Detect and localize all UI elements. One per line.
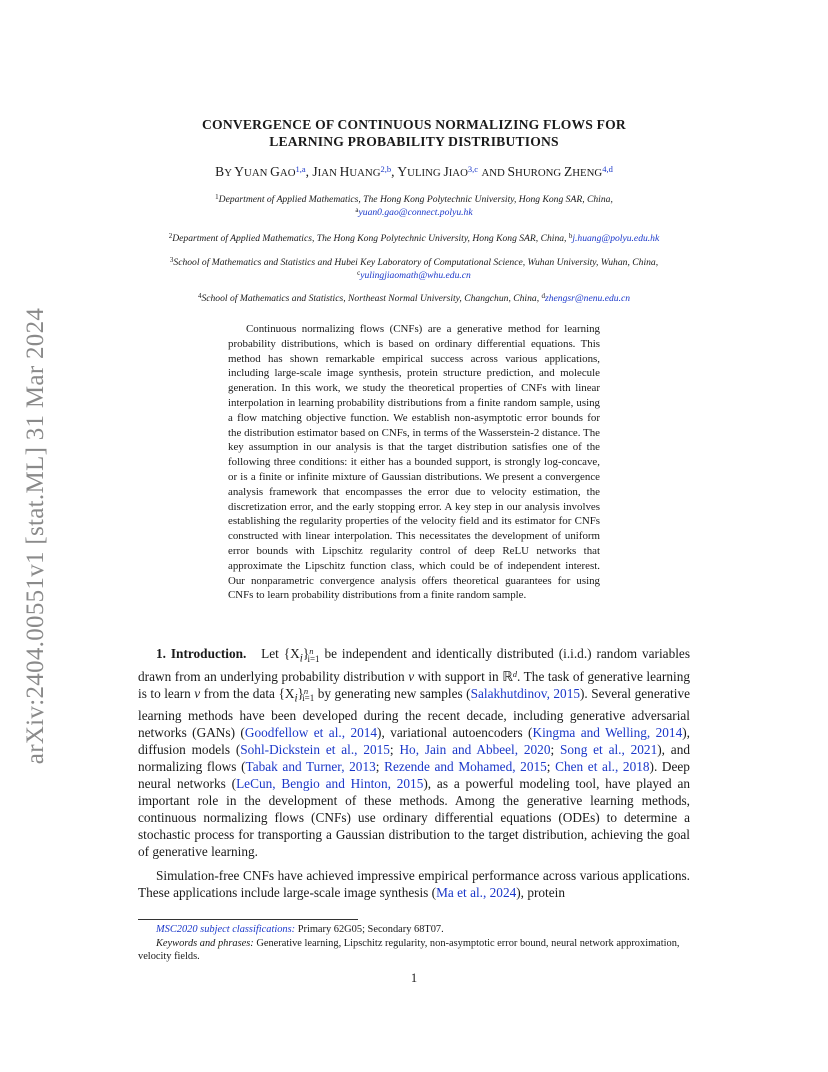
section-heading: 1. Introduction. bbox=[156, 646, 247, 661]
paper-title bbox=[138, 116, 690, 150]
msc-footnote: MSC2020 subject classifications: Primary 62G05; Secondary 68T07. bbox=[156, 924, 444, 935]
arxiv-identifier: arXiv:2404.00551v1 [stat.ML] 31 Mar 2024 bbox=[22, 307, 49, 765]
citation-link[interactable]: Goodfellow et al., 2014 bbox=[244, 725, 378, 741]
affiliation-3: $^3$School of Mathematics and Statistics and Hubei Key Laboratory of Computational Science, Wuhan University, Wuhan, China, $^c$yulingjiaomath@whu.edu.cn bbox=[169, 256, 659, 281]
citation-link[interactable]: Chen et al., 2018 bbox=[555, 759, 650, 775]
affiliation-2: $^2$Department of Applied Mathematics, The Hong Kong Polytechnic University, Hong Kong SAR, China, $^b$j.huang@polyu.edu.hk bbox=[168, 232, 660, 244]
email-link[interactable]: yulingjiaomath@whu.edu.cn bbox=[360, 269, 471, 281]
author-4: SHURONG ZHENG$^{4,d}$ bbox=[507, 164, 613, 179]
email-link[interactable]: yuan0.gao@connect.polyu.hk bbox=[358, 206, 473, 218]
citation-link[interactable]: Song et al., 2021 bbox=[560, 742, 658, 758]
footnotes bbox=[138, 923, 690, 964]
citation-link[interactable]: LeCun, Bengio and Hinton, 2015 bbox=[236, 776, 424, 792]
email-link[interactable]: j.huang@polyu.edu.hk bbox=[572, 233, 660, 244]
author-3: YULING JIAO$^{3,c}$ bbox=[397, 164, 479, 179]
citation-link[interactable]: Tabak and Turner, 2013 bbox=[245, 759, 376, 775]
by-rest: Y bbox=[224, 167, 235, 179]
author-2: JIAN HUANG$^{2,b}$ bbox=[312, 164, 392, 179]
abstract: Continuous normalizing flows (CNFs) are a generative method for learning probability distributions, which is based on ordinary differential equations. This method has shown remarkable empirical success across various applications, including large-scale image synthesis, protein structure prediction, and molecule generation. In this work, we study the theoretical properties of CNFs with linear interpolation in learning probability distributions from a finite random sample, using a flow matching objective function. We establish non-asymptotic error bounds for the distribution estimator based on CNFs, in terms of the Wasserstein-2 distance. The key assumption in our analysis is that the target distribution satisfies one of the following three conditions: it either has a bounded support, is strongly log-concave, or is a finite or infinite mixture of Gaussian distributions. We present a convergence analysis framework that encompasses the error due to velocity estimation, the discretization error, and the early stopping error. A key step in our analysis involves establishing the regularity properties of the velocity field and its estimator for CNFs constructed with linear interpolation. This necessitates the development of uniform error bounds with Lipschitz regularity control of deep ReLU networks that approximate the Lipschitz function class, which could be of independent interest. Our nonparametric convergence analysis offers theoretical guarantees for using CNFs to learn probability distributions from a finite random sample. bbox=[228, 323, 600, 602]
page-number: 1 bbox=[410, 971, 418, 985]
author-4-affiliation-link[interactable]: 4,d bbox=[602, 164, 613, 174]
keywords-footnote: Keywords and phrases: Generative learning, Lipschitz regularity, non-asymptotic error bound, neural network approximation, velocity fields. bbox=[138, 937, 680, 963]
introduction-paragraph: 1. Introduction. Let $\{X_i\}^n_{i=1}$ be independent and identically distributed (i.i.d.) random variables drawn from an underlying probability distribution ν with support in ℝ$^d$. The task of generative learning is to learn ν from the data $\{X_i\}^n_{i=1}$ by generating new samples (Salakhutdinov, 2015). Several generative learning methods have been developed during the recent decade, including generative adversarial networks (GANs) (Goodfellow et al., 2014), variational autoencoders (Kingma and Welling, 2014), diffusion models (Sohl-Dickstein et al., 2015; Ho, Jain and Abbeel, 2020; Song et al., 2021), and normalizing flows (Tabak and Turner, 2013; Rezende and Mohamed, 2015; Chen et al., 2018). Deep neural networks (LeCun, Bengio and Hinton, 2015), as a powerful modeling tool, have played an important role in the development of these methods. Among the generative learning methods, continuous normalizing flows (CNFs) use ordinary differential equations (ODEs) to determine a stochastic process for transporting a Gaussian distribution to the target distribution, achieving the goal of generative learning. bbox=[138, 646, 691, 860]
author-1: YUAN GAO$^{1,a}$ bbox=[234, 164, 306, 179]
affiliation-1: $^1$Department of Applied Mathematics, The Hong Kong Polytechnic University, Hong Kong SAR, China, $^a$yuan0.gao@connect.polyu.hk bbox=[215, 193, 613, 218]
citation-link[interactable]: Salakhutdinov, 2015 bbox=[470, 685, 580, 701]
author-2-affiliation-link[interactable]: 2,b bbox=[380, 164, 392, 174]
citation-link[interactable]: Kingma and Welling, 2014 bbox=[532, 725, 683, 741]
msc-link[interactable]: MSC2020 subject classifications: bbox=[156, 924, 296, 935]
citation-link[interactable]: Ho, Jain and Abbeel, 2020 bbox=[399, 742, 551, 758]
second-paragraph: Simulation-free CNFs have achieved impressive empirical performance across various applications. These applications include large-scale image synthesis (Ma et al., 2024), protein bbox=[138, 868, 690, 900]
footnote-rule bbox=[138, 919, 358, 920]
title-line-1: CONVERGENCE OF CONTINUOUS NORMALIZING FLOWS FOR bbox=[202, 117, 626, 132]
author-1-affiliation-link[interactable]: 1,a bbox=[295, 164, 306, 174]
author-list: BY YUAN GAO$^{1,a}$, JIAN HUANG$^{2,b}$, YULING JIAO$^{3,c}$ AND SHURONG ZHENG$^{4,d}$ bbox=[215, 164, 613, 179]
author-3-affiliation-link[interactable]: 3,c bbox=[467, 164, 479, 174]
title-line-2: LEARNING PROBABILITY DISTRIBUTIONS bbox=[269, 134, 559, 149]
and-word: AND bbox=[481, 167, 508, 179]
email-link[interactable]: zhengsr@nenu.edu.cn bbox=[545, 293, 631, 304]
by-initial: B bbox=[215, 164, 225, 179]
citation-link[interactable]: Ma et al., 2024 bbox=[436, 885, 517, 900]
citation-link[interactable]: Sohl-Dickstein et al., 2015 bbox=[240, 742, 390, 758]
citation-link[interactable]: Rezende and Mohamed, 2015 bbox=[384, 759, 547, 775]
affiliation-4: $^4$School of Mathematics and Statistics, Northeast Normal University, Changchun, China, $^d$zhengsr@nenu.edu.cn bbox=[197, 292, 631, 304]
